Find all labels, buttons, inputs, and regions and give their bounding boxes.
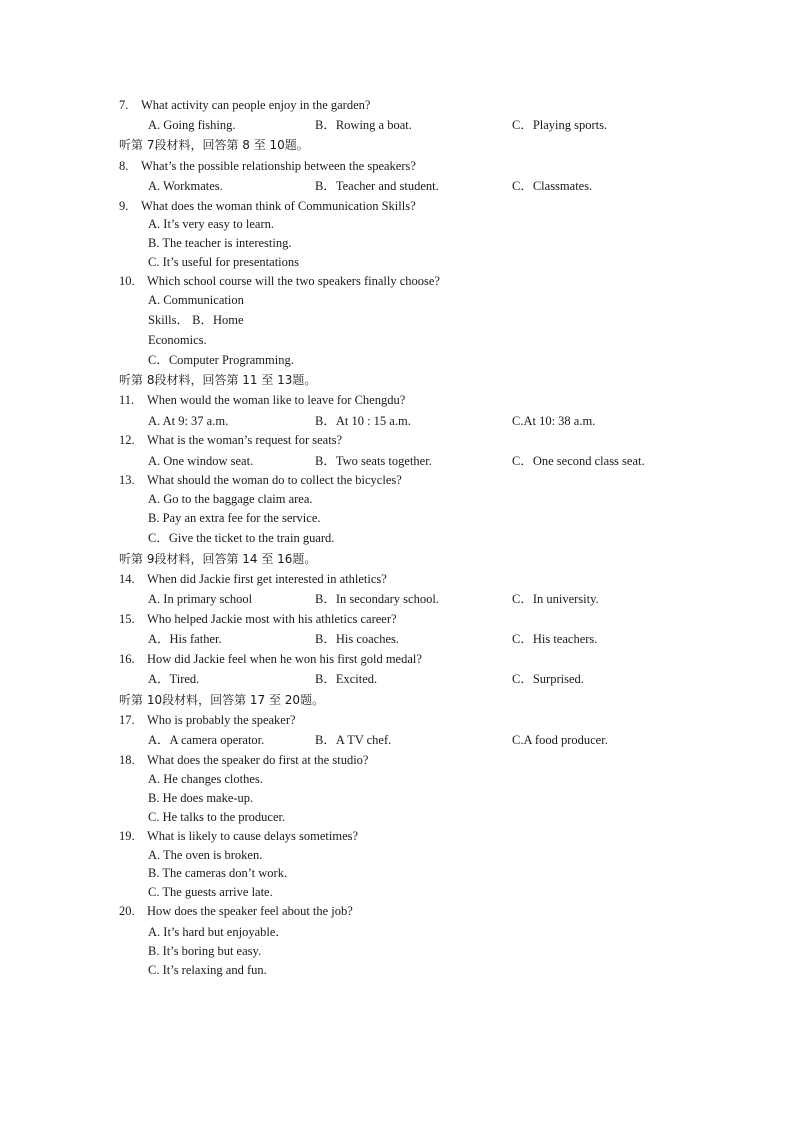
option-c: C. It’s useful for presentations — [148, 255, 300, 269]
question-number: 15. — [119, 612, 135, 626]
option-c: C. It’s relaxing and fun. — [148, 963, 267, 977]
question-text: What’s the possible relationship between the speakers? — [141, 159, 416, 173]
question-text: What does the speaker do first at the studio? — [147, 753, 369, 767]
option-c: C.At 10: 38 a.m. — [512, 414, 596, 428]
option-b: B．Teacher and student. — [315, 179, 439, 193]
question-number: 18. — [119, 753, 135, 767]
option-c: C．One second class seat. — [512, 454, 645, 468]
question-number: 17. — [119, 713, 135, 727]
question-text: When would the woman like to leave for Chengdu? — [147, 393, 406, 407]
option-a: A. He changes clothes. — [148, 772, 263, 786]
question-text: When did Jackie first get interested in athletics? — [147, 572, 387, 586]
option-c: C.A food producer. — [512, 733, 608, 747]
question-number: 9. — [119, 199, 129, 213]
section-header-9: 听第 9段材料，回答第 14 至 16题。 — [119, 552, 317, 566]
option-a: A. Workmates. — [148, 179, 223, 193]
option-c: C．Computer Programming. — [148, 353, 294, 367]
option-c: C．In university. — [512, 592, 599, 606]
option-a: A. It’s hard but enjoyable． — [148, 925, 288, 939]
option-a: A. Going fishing. — [148, 118, 236, 132]
question-text: What is the woman’s request for seats? — [147, 433, 343, 447]
option-a: A. At 9: 37 a.m. — [148, 414, 229, 428]
option-b: B．A TV chef. — [315, 733, 392, 747]
option-b: B. Pay an extra fee for the service. — [148, 511, 321, 525]
question-number: 11. — [119, 393, 135, 407]
option-a: A．A camera operator. — [148, 733, 265, 747]
option-c: C．His teachers. — [512, 632, 598, 646]
question-text: Who is probably the speaker? — [147, 713, 296, 727]
option-b: B．In secondary school. — [315, 592, 439, 606]
section-header-7: 听第 7段材料，回答第 8 至 10题。 — [119, 138, 309, 152]
question-number: 8. — [119, 159, 129, 173]
option-c: C．Classmates. — [512, 179, 593, 193]
option-c: C．Playing sports. — [512, 118, 608, 132]
option-b: B. It’s boring but easy. — [148, 944, 262, 958]
question-number: 16. — [119, 652, 135, 666]
option-b: B．Rowing a boat. — [315, 118, 412, 132]
option-a: A．His father. — [148, 632, 222, 646]
question-number: 13. — [119, 473, 135, 487]
question-text: Who helped Jackie most with his athletics career? — [147, 612, 397, 626]
option-a-b-line: Skills． B．Home — [148, 313, 244, 327]
option-a: A．Tired. — [148, 672, 200, 686]
question-number: 19. — [119, 829, 135, 843]
option-a: A. It’s very easy to learn. — [148, 217, 275, 231]
section-header-8: 听第 8段材料，回答第 11 至 13题。 — [119, 373, 317, 387]
option-c: C．Surprised. — [512, 672, 584, 686]
option-b: B. The cameras don’t work. — [148, 866, 288, 880]
question-number: 10. — [119, 274, 135, 288]
question-number: 20. — [119, 904, 135, 918]
question-number: 12. — [119, 433, 135, 447]
option-c: C. The guests arrive late. — [148, 885, 273, 899]
question-text: What is likely to cause delays sometimes? — [147, 829, 359, 843]
option-c: C. He talks to the producer. — [148, 810, 286, 824]
question-text: How does the speaker feel about the job? — [147, 904, 353, 918]
option-b: B．Two seats together. — [315, 454, 432, 468]
option-b: B．At 10 : 15 a.m. — [315, 414, 411, 428]
option-a: A. The oven is broken. — [148, 848, 263, 862]
option-b: B．Excited. — [315, 672, 378, 686]
option-a: A. In primary school — [148, 592, 253, 606]
option-b-line-2: Economics. — [148, 333, 207, 347]
question-number: 14. — [119, 572, 135, 586]
option-b: B. He does make-up. — [148, 791, 254, 805]
section-header-10: 听第 10段材料，回答第 17 至 20题。 — [119, 693, 325, 707]
option-b: B．His coaches. — [315, 632, 400, 646]
option-b: B. The teacher is interesting. — [148, 236, 292, 250]
option-c: C．Give the ticket to the train guard. — [148, 531, 335, 545]
question-text: What should the woman do to collect the bicycles? — [147, 473, 402, 487]
question-number: 7. — [119, 98, 129, 112]
question-text: Which school course will the two speakers finally choose? — [147, 274, 440, 288]
option-a: A. One window seat. — [148, 454, 254, 468]
question-text: What does the woman think of Communication Skills? — [141, 199, 416, 213]
option-a-line-1: A. Communication — [148, 293, 244, 307]
question-text: How did Jackie feel when he won his first gold medal? — [147, 652, 422, 666]
option-a: A. Go to the baggage claim area. — [148, 492, 313, 506]
question-text: What activity can people enjoy in the garden? — [141, 98, 371, 112]
